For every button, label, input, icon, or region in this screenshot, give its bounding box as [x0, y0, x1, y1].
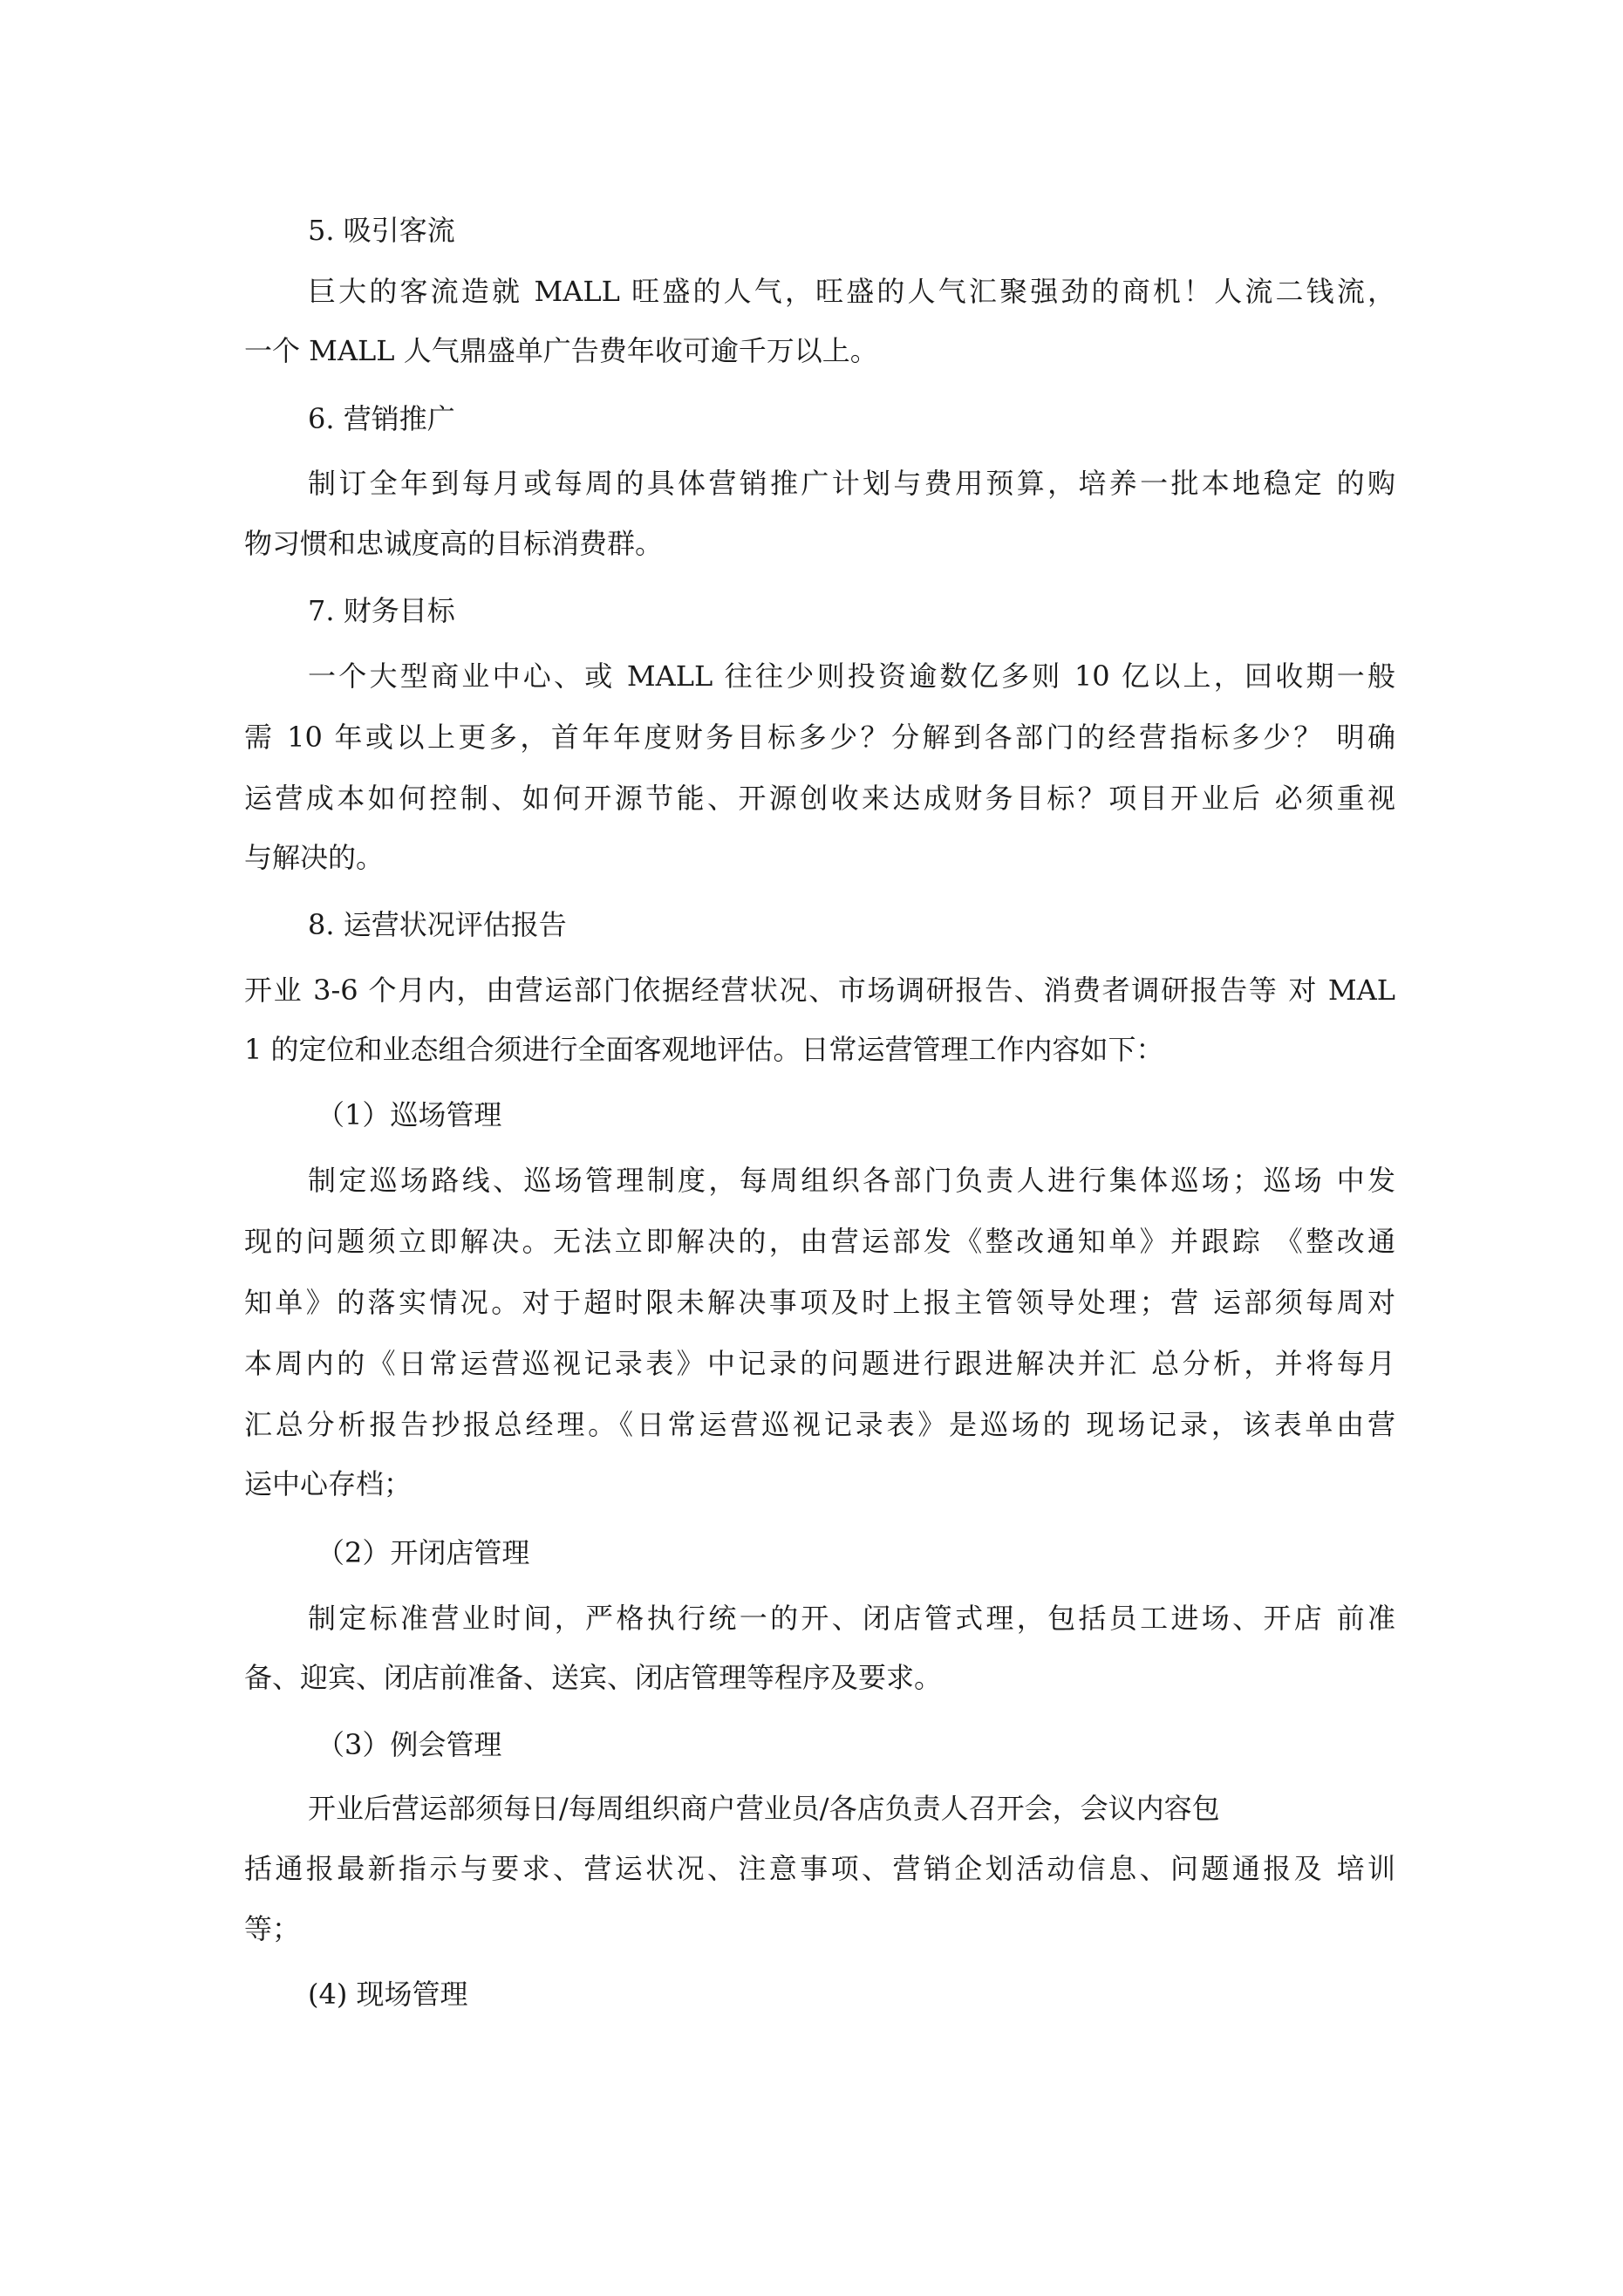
- paragraph-line: 汇总分析报告抄报总经理。《日常运营巡视记录表》是巡场的 现场记录，该表单由营: [244, 1408, 1395, 1441]
- paragraph-line: 与解决的。: [244, 841, 385, 874]
- paragraph-line: 本周内的《日常运营巡视记录表》中记录的问题进行跟进解决并汇 总分析，并将每月: [244, 1347, 1395, 1380]
- paragraph-line: 知单》的落实情况。对于超时限未解决事项及时上报主管领导处理；营 运部须每周对: [244, 1286, 1395, 1319]
- section-heading-financial-goals: 7. 财务目标: [308, 594, 455, 627]
- paragraph-line: 需 10 年或以上更多，首年年度财务目标多少？分解到各部门的经营指标多少？ 明确: [244, 721, 1395, 754]
- paragraph-line: 开业后营运部须每日/每周组织商户营业员/各店负责人召开会，会议内容包: [308, 1792, 1220, 1825]
- section-heading-operation-report: 8. 运营状况评估报告: [308, 908, 567, 941]
- paragraph-line: 制定巡场路线、巡场管理制度，每周组织各部门负责人进行集体巡场；巡场 中发: [308, 1164, 1395, 1197]
- item-heading-meetings: （3）例会管理: [317, 1728, 502, 1761]
- section-heading-attract-traffic: 5. 吸引客流: [308, 214, 455, 247]
- section-heading-marketing: 6. 营销推广: [308, 402, 455, 435]
- item-heading-patrol: （1）巡场管理: [317, 1098, 502, 1131]
- paragraph-line: 制订全年到每月或每周的具体营销推广计划与费用预算，培养一批本地稳定 的购: [308, 467, 1395, 500]
- paragraph-line: 括通报最新指示与要求、营运状况、注意事项、营销企划活动信息、问题通报及 培训: [244, 1852, 1395, 1885]
- paragraph-line: 开业 3-6 个月内，由营运部门依据经营状况、市场调研报告、消费者调研报告等 对 MAL: [244, 974, 1395, 1007]
- paragraph-line: 制定标准营业时间，严格执行统一的开、闭店管式理，包括员工进场、开店 前准: [308, 1602, 1395, 1635]
- paragraph-line: 运中心存档；: [244, 1467, 413, 1500]
- item-heading-onsite: (4) 现场管理: [308, 1978, 468, 2011]
- paragraph-line: 一个 MALL 人气鼎盛单广告费年收可逾千万以上。: [244, 334, 878, 367]
- paragraph-line: 备、迎宾、闭店前准备、送宾、闭店管理等程序及要求。: [244, 1661, 943, 1694]
- paragraph-line: 现的问题须立即解决。无法立即解决的，由营运部发《整改通知单》并跟踪 《整改通: [244, 1225, 1395, 1258]
- paragraph-line: 等；: [244, 1912, 301, 1945]
- paragraph-line: 1 的定位和业态组合须进行全面客观地评估。日常运营管理工作内容如下：: [244, 1033, 1164, 1066]
- paragraph-line: 物习惯和忠诚度高的目标消费群。: [244, 527, 664, 560]
- paragraph-line: 巨大的客流造就 MALL 旺盛的人气，旺盛的人气汇聚强劲的商机！人流二钱流，: [308, 275, 1395, 308]
- paragraph-line: 运营成本如何控制、如何开源节能、开源创收来达成财务目标？项目开业后 必须重视: [244, 782, 1395, 815]
- paragraph-line: 一个大型商业中心、或 MALL 往往少则投资逾数亿多则 10 亿以上，回收期一般: [308, 659, 1395, 693]
- item-heading-open-close: （2）开闭店管理: [317, 1536, 530, 1569]
